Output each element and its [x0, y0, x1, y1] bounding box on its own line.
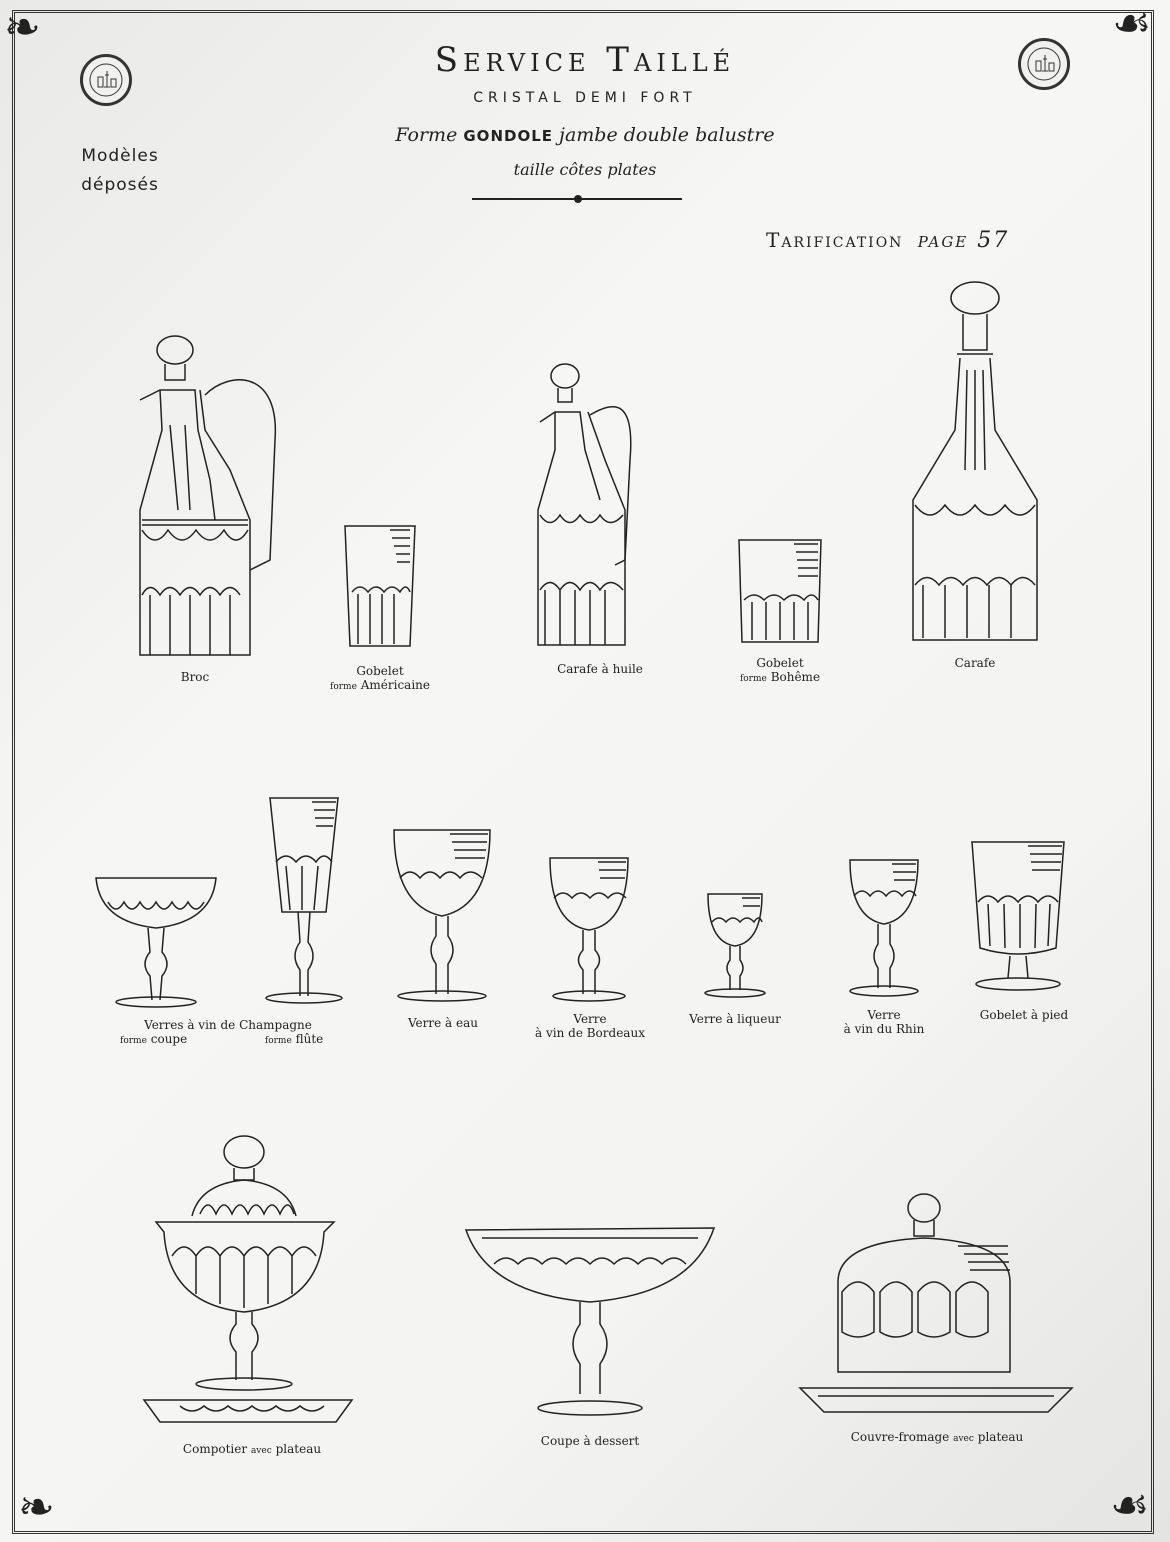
forme-prefix: Forme	[395, 124, 458, 146]
verre-eau-illustration	[390, 826, 494, 1004]
couvre-fromage-label: Couvre-fromage	[850, 1430, 950, 1444]
tarification-label: Tarification	[766, 228, 904, 252]
gobelet-boheme-caption	[720, 656, 840, 686]
broc-illustration	[120, 330, 280, 660]
champagne-line1: Verres à vin de Champagne	[144, 1018, 312, 1032]
gobelet-boheme-forme: forme	[739, 674, 767, 684]
gobelet-boheme-illustration	[736, 536, 824, 646]
corner-ornament-bottom-right: ☙	[1110, 1480, 1150, 1531]
verre-rhin-line1: Verre	[867, 1008, 901, 1022]
compotier-plateau: plateau	[275, 1442, 322, 1456]
champagne-coupe-forme: forme	[120, 1036, 147, 1046]
gobelet-boheme-line2: Bohême	[770, 670, 821, 684]
carafe-huile-caption: Carafe à huile	[557, 662, 643, 676]
gobelet-boheme-line1: Gobelet	[756, 656, 804, 670]
compotier-illustration	[140, 1134, 356, 1432]
champagne-flute-forme: forme	[264, 1036, 292, 1046]
carafe-illustration	[905, 280, 1045, 645]
coupe-dessert-caption: Coupe à dessert	[540, 1434, 640, 1448]
verre-rhin-caption	[824, 1008, 944, 1036]
modeles-deposes	[60, 142, 180, 200]
champagne-coupe-illustration	[92, 872, 220, 1008]
taille-line: taille côtes plates	[513, 160, 657, 179]
gobelet-americaine-line2: Américaine	[360, 678, 430, 692]
corner-ornament-top-right: ☙	[1112, 0, 1152, 49]
couvre-fromage-caption	[842, 1430, 1032, 1446]
forme-name: GONDOLE	[463, 127, 553, 145]
corner-ornament-top-left: ❧	[4, 2, 41, 53]
compotier-label: Compotier	[182, 1442, 248, 1456]
divider-ornament	[574, 195, 582, 203]
tarification-reference	[766, 228, 1009, 253]
couvre-fromage-plateau: plateau	[977, 1430, 1024, 1444]
champagne-flute-label: flûte	[295, 1032, 324, 1046]
champagne-flute-illustration	[262, 792, 346, 1006]
verre-liqueur-illustration	[702, 890, 768, 1000]
gobelet-americaine-forme: forme	[329, 682, 357, 692]
page-title: Service Taillé	[434, 40, 736, 80]
verre-bordeaux-caption	[520, 1012, 660, 1040]
verre-bordeaux-line1: Verre	[573, 1012, 607, 1026]
coupe-dessert-illustration	[462, 1224, 718, 1420]
tarification-page: page 57	[917, 228, 1010, 253]
gobelet-americaine-illustration	[340, 522, 420, 650]
verre-liqueur-caption: Verre à liqueur	[689, 1012, 781, 1026]
verre-rhin-illustration	[846, 856, 922, 998]
gobelet-pied-caption: Gobelet à pied	[979, 1008, 1069, 1022]
forme-suffix: jambe double balustre	[559, 124, 775, 146]
gobelet-pied-illustration	[968, 838, 1068, 996]
compotier-caption	[170, 1442, 334, 1458]
page-subtitle: CRISTAL DEMI FORT	[473, 90, 697, 106]
compotier-avec: avec	[250, 1446, 272, 1456]
modeles-line-2: déposés	[81, 175, 159, 195]
couvre-fromage-avec: avec	[953, 1434, 974, 1444]
verre-rhin-line2: à vin du Rhin	[843, 1022, 925, 1036]
verre-bordeaux-illustration	[546, 854, 632, 1004]
verre-bordeaux-line2: à vin de Bordeaux	[535, 1026, 645, 1040]
broc-caption: Broc	[180, 670, 210, 684]
verre-eau-caption: Verre à eau	[407, 1016, 478, 1030]
carafe-caption: Carafe	[954, 656, 996, 670]
couvre-fromage-illustration	[798, 1192, 1074, 1420]
gobelet-americaine-caption	[320, 664, 440, 694]
carafe-huile-illustration	[530, 360, 660, 650]
modeles-line-1: Modèles	[81, 146, 159, 166]
champagne-caption	[108, 1018, 348, 1048]
champagne-coupe-label: coupe	[150, 1032, 188, 1046]
corner-ornament-bottom-left: ❧	[18, 1482, 55, 1533]
gobelet-americaine-line1: Gobelet	[356, 664, 404, 678]
